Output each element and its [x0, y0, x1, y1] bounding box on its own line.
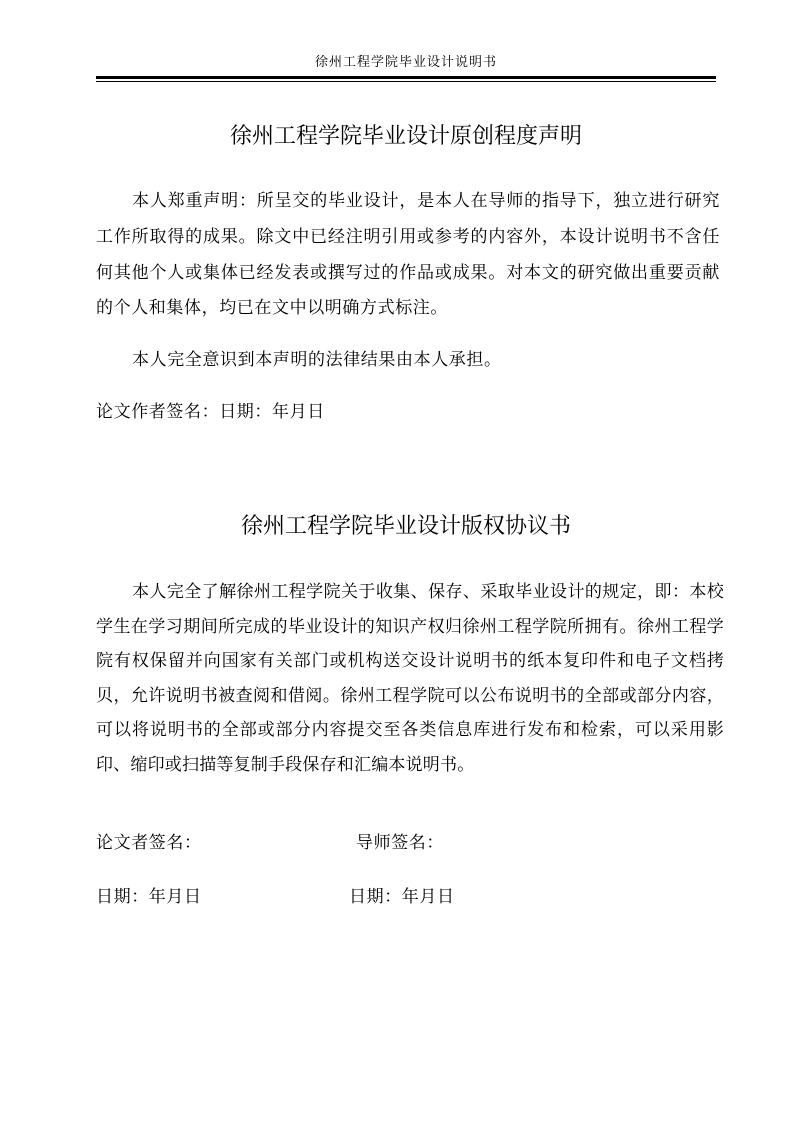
advisor-date-label: 日期：年月日: [349, 887, 455, 907]
author-signature-label: 论文者签名：: [96, 833, 202, 853]
declaration-signature-line: 论文作者签名：日期：年月日: [96, 402, 325, 422]
author-date-label: 日期：年月日: [96, 887, 202, 907]
copyright-title: 徐州工程学院毕业设计版权协议书: [240, 514, 571, 539]
declaration-title: 徐州工程学院毕业设计原创程度声明: [229, 124, 582, 149]
declaration-paragraph-1: 本人郑重声明：所呈交的毕业设计，是本人在导师的指导下，独立进行研究工作所取得的成果。除文中已经注明引用或参考的内容外，本设计说明书不含任何其他个人或集体已经发表或撰写过的作品或成果。对本文的研究做出重要贡献的个人和集体，均已在文中以明确方式标注。: [96, 191, 720, 319]
copyright-paragraph: 本人完全了解徐州工程学院关于收集、保存、采取毕业设计的规定，即：本校学生在学习期间所完成的毕业设计的知识产权归徐州工程学院所拥有。徐州工程学院有权保留并向国家有关部门或机构送交设计说明书的纸本复印件和电子文档拷贝，允许说明书被查阅和借阅。徐州工程学院可以公布说明书的全部或部分内容，可以将说明书的全部或部分内容提交至各类信息库进行发布和检索，可以采用影印、缩印或扫描等复制手段保存和汇编本说明书。: [96, 582, 724, 775]
running-header: 徐州工程学院毕业设计说明书: [314, 55, 497, 70]
header-rule-thin: [96, 81, 716, 82]
declaration-paragraph-2: 本人完全意识到本声明的法律结果由本人承担。: [132, 350, 502, 370]
advisor-signature-label: 导师签名：: [356, 833, 444, 853]
header-rule-thick: [96, 76, 716, 79]
